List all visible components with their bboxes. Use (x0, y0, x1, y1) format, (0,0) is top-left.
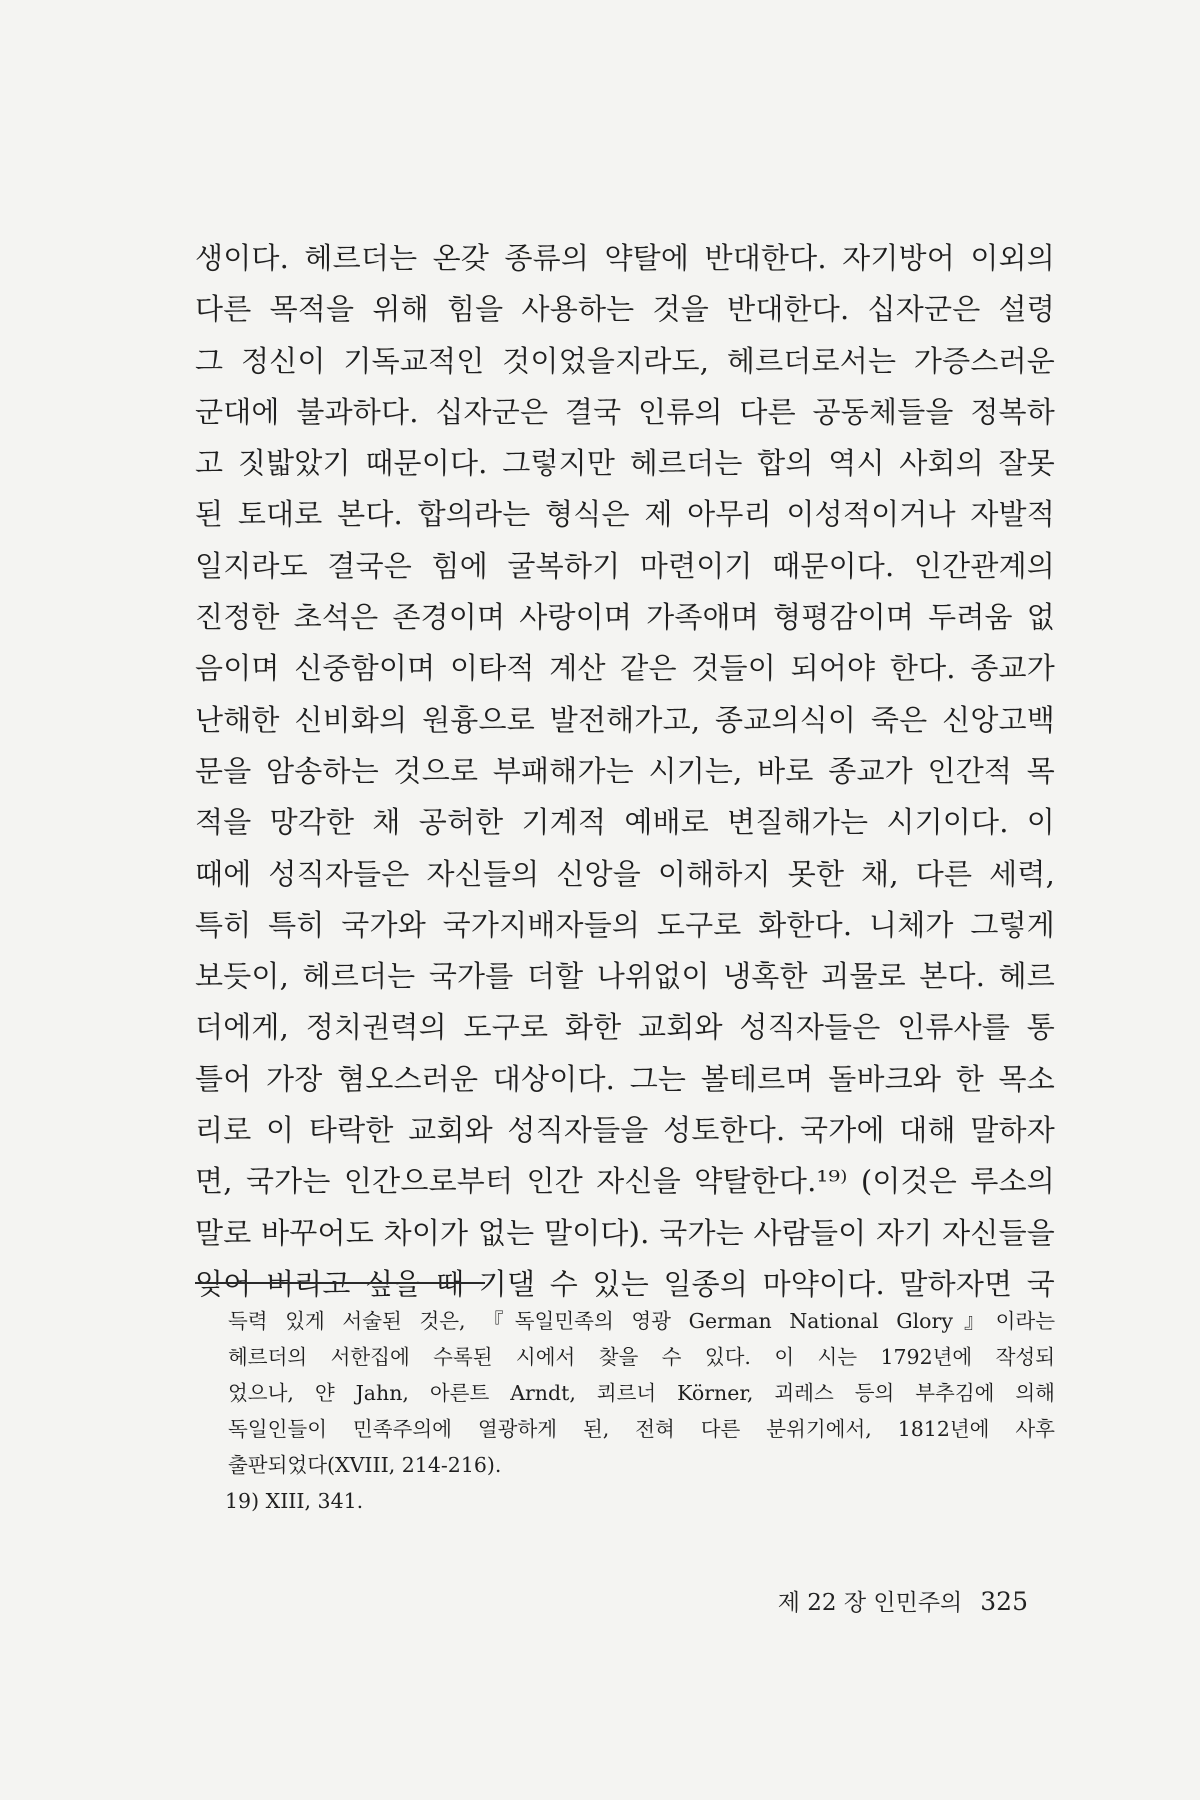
text-line: 일지라도 결국은 힘에 굴복하기 마련이기 때문이다. 인간관계의 (195, 548, 1055, 583)
text-line: 다른 목적을 위해 힘을 사용하는 것을 반대한다. 십자군은 설령 (195, 292, 1055, 327)
text-line: 리로 이 타락한 교회와 성직자들을 성토한다. 국가에 대해 말하자 (195, 1113, 1055, 1148)
text-line: 잊어 버리고 싶을 때 기댈 수 있는 일종의 마약이다. 말하자면 국 (195, 1266, 1055, 1301)
text-line: 적을 망각한 채 공허한 기계적 예배로 변질해가는 시기이다. 이 (195, 805, 1055, 840)
text-line: 때에 성직자들은 자신들의 신앙을 이해하지 못한 채, 다른 세력, (195, 856, 1055, 891)
text-line: 생이다. 헤르더는 온갖 종류의 약탈에 반대한다. 자기방어 이외의 (195, 241, 1055, 275)
running-footer (778, 1584, 1028, 1617)
footnotes (225, 1303, 1055, 1519)
text-line: 진정한 초석은 존경이며 사랑이며 가족애며 형평감이며 두려움 없 (195, 600, 1055, 635)
text-line: 특히 특히 국가와 국가지배자들의 도구로 화한다. 니체가 그렇게 (195, 907, 1055, 942)
text-line: 면, 국가는 인간으로부터 인간 자신을 약탈한다.¹⁹⁾ (이것은 루소의 (195, 1164, 1055, 1199)
footnote-19: 19) XIII, 341. (225, 1489, 364, 1513)
footnote-line: 었으나, 얀 Jahn, 아른트 Arndt, 쾨르너 Körner, 괴레스 등의 부추김에 의해 (228, 1381, 1055, 1405)
text-line: 더에게, 정치권력의 도구로 화한 교회와 성직자들은 인류사를 통 (195, 1010, 1055, 1045)
footnote-divider (195, 1282, 485, 1284)
main-text (195, 233, 1055, 1310)
footnote-line: 출판되었다(XVIII, 214-216). (228, 1453, 502, 1477)
text-line: 음이며 신중함이며 이타적 계산 같은 것들이 되어야 한다. 종교가 (195, 651, 1055, 686)
text-line: 그 정신이 기독교적인 것이었을지라도, 헤르더로서는 가증스러운 (195, 343, 1055, 378)
chapter-title: 제 22 장 인민주의 (777, 1590, 963, 1616)
text-line: 난해한 신비화의 원흉으로 발전해가고, 종교의식이 죽은 신앙고백 (195, 702, 1055, 737)
text-line: 된 토대로 본다. 합의라는 형식은 제 아무리 이성적이거나 자발적 (195, 497, 1055, 532)
page-number: 325 (980, 1587, 1028, 1616)
text-line: 틀어 가장 혐오스러운 대상이다. 그는 볼테르며 돌바크와 한 목소 (195, 1061, 1055, 1096)
text-line: 고 짓밟았기 때문이다. 그렇지만 헤르더는 합의 역시 사회의 잘못 (195, 446, 1055, 481)
footnote-line: 헤르더의 서한집에 수록된 시에서 찾을 수 있다. 이 시는 1792년에 작성되 (228, 1345, 1055, 1369)
text-line: 문을 암송하는 것으로 부패해가는 시기는, 바로 종교가 인간적 목 (195, 753, 1055, 788)
text-line: 보듯이, 헤르더는 국가를 더할 나위없이 냉혹한 괴물로 본다. 헤르 (195, 959, 1055, 994)
text-line: 말로 바꾸어도 차이가 없는 말이다). 국가는 사람들이 자기 자신들을 (195, 1215, 1055, 1250)
footnote-line: 득력 있게 서술된 것은, 『독일민족의 영광 German National Glory』이라는 (228, 1309, 1055, 1333)
text-line: 군대에 불과하다. 십자군은 결국 인류의 다른 공동체들을 정복하 (195, 394, 1055, 429)
footnote-line: 독일인들이 민족주의에 열광하게 된, 전혀 다른 분위기에서, 1812년에 사후 (228, 1417, 1055, 1441)
